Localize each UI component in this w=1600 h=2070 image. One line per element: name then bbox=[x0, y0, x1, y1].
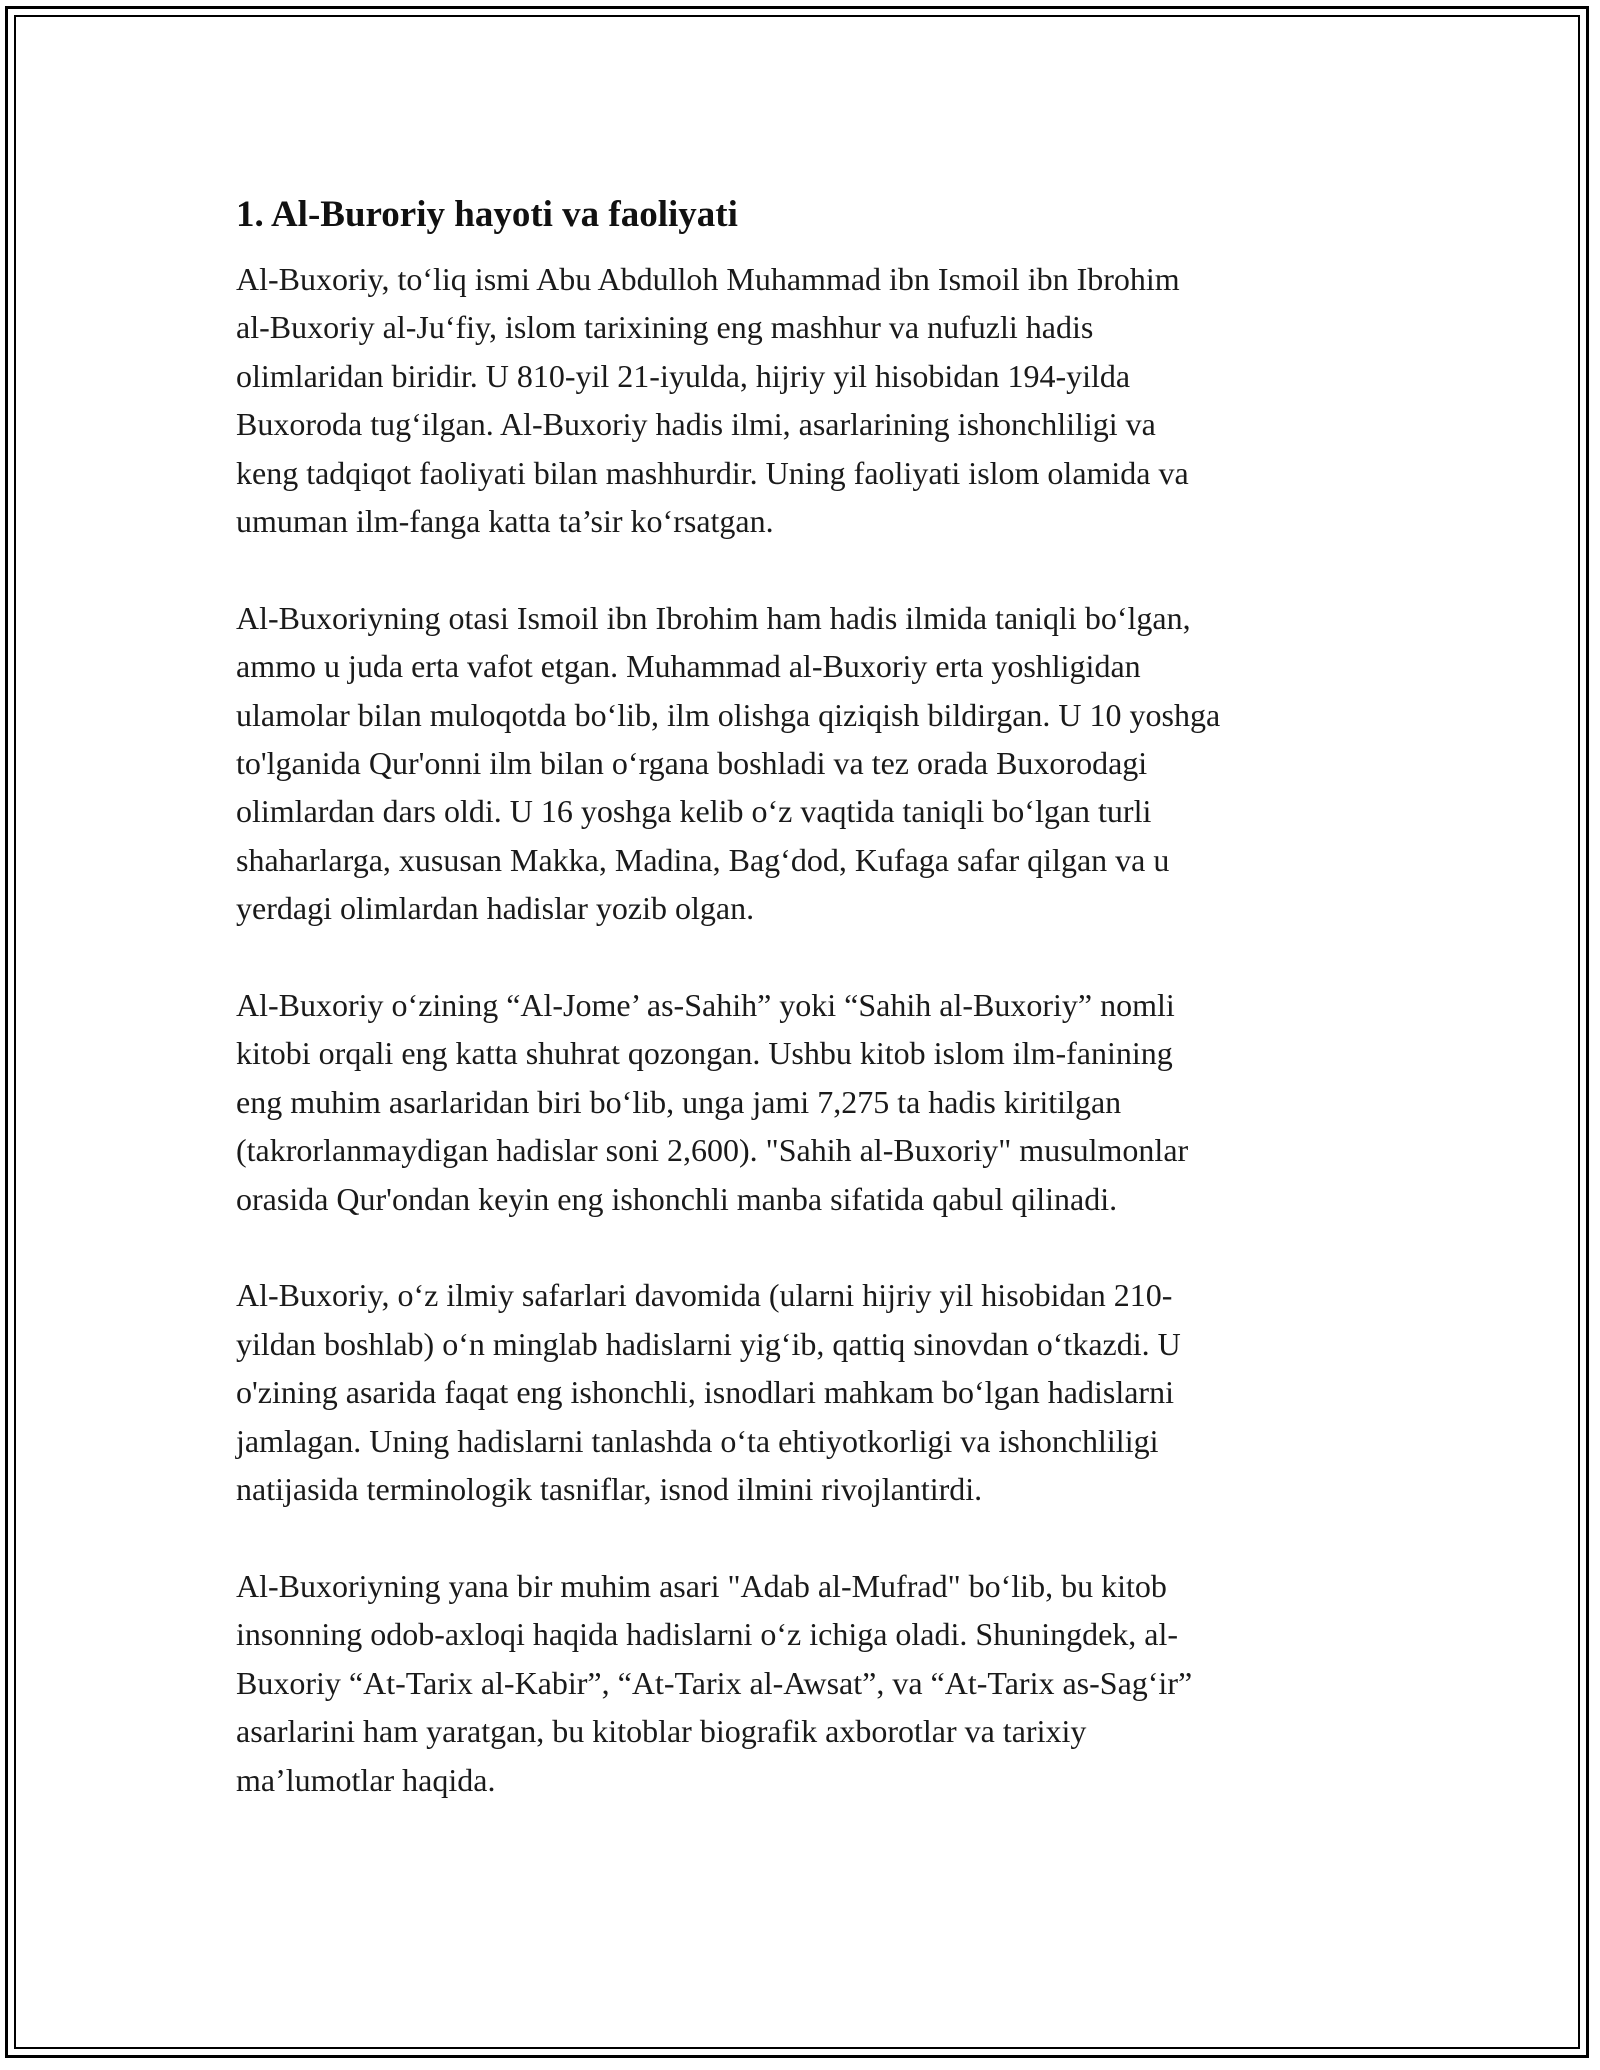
document-content bbox=[236, 183, 1376, 1852]
paragraph-line: shaharlarga, xususan Makka, Madina, Bag‘dod, Kufaga safar qilgan va u bbox=[236, 841, 1170, 878]
paragraph-line: yildan boshlab) o‘n minglab hadislarni yig‘ib, qattiq sinovdan o‘tkazdi. U bbox=[236, 1325, 1181, 1362]
paragraph-line: orasida Qur'ondan keyin eng ishonchli manba sifatida qabul qilinadi. bbox=[236, 1180, 1118, 1217]
paragraph-4 bbox=[236, 1271, 1376, 1513]
paragraph-line: ulamolar bilan muloqotda bo‘lib, ilm olishga qiziqish bildirgan. U 10 yoshga bbox=[236, 696, 1221, 733]
paragraph-line: (takrorlanmaydigan hadislar soni 2,600). "Sahih al-Buxoriy" musulmonlar bbox=[236, 1132, 1189, 1169]
paragraph-line: olimlardan dars oldi. U 16 yoshga kelib o‘z vaqtida taniqli bo‘lgan turli bbox=[236, 793, 1152, 830]
paragraph-line: Al-Buxoriy, o‘z ilmiy safarlari davomida (ularni hijriy yil hisobidan 210- bbox=[236, 1277, 1173, 1314]
paragraph-line: kitobi orqali eng katta shuhrat qozongan. Ushbu kitob islom ilm-fanining bbox=[236, 1035, 1173, 1072]
paragraph-line: olimlaridan biridir. U 810-yil 21-iyulda, hijriy yil hisobidan 194-yilda bbox=[236, 357, 1131, 394]
paragraph-line: ammo u juda erta vafot etgan. Muhammad al-Buxoriy erta yoshligidan bbox=[236, 648, 1141, 685]
paragraph-line: Al-Buxoriy, to‘liq ismi Abu Abdulloh Muhammad ibn Ismoil ibn Ibrohim bbox=[236, 261, 1180, 297]
paragraph-line: umuman ilm-fanga katta ta’sir ko‘rsatgan. bbox=[236, 503, 774, 540]
paragraph-2 bbox=[236, 594, 1376, 933]
paragraph-line: ma’lumotlar haqida. bbox=[236, 1761, 496, 1798]
paragraph-line: Al-Buxoriyning yana bir muhim asari "Adab al-Mufrad" bo‘lib, bu kitob bbox=[236, 1567, 1167, 1604]
paragraph-line: Buxoroda tug‘ilgan. Al-Buxoriy hadis ilmi, asarlarining ishonchliligi va bbox=[236, 406, 1156, 443]
paragraph-1 bbox=[236, 255, 1376, 545]
paragraph-line: Buxoriy “At-Tarix al-Kabir”, “At-Tarix al-Awsat”, va “At-Tarix as-Sag‘ir” bbox=[236, 1664, 1193, 1701]
paragraph-line: yerdagi olimlardan hadislar yozib olgan. bbox=[236, 890, 755, 927]
paragraph-line: natijasida terminologik tasniflar, isnod ilmini rivojlantirdi. bbox=[236, 1471, 983, 1508]
paragraph-line: Al-Buxoriyning otasi Ismoil ibn Ibrohim ham hadis ilmida taniqli bo‘lgan, bbox=[236, 599, 1191, 636]
paragraph-line: eng muhim asarlaridan biri bo‘lib, unga jami 7,275 ta hadis kiritilgan bbox=[236, 1083, 1122, 1120]
paragraph-line: al-Buxoriy al-Ju‘fiy, islom tarixining eng mashhur va nufuzli hadis bbox=[236, 309, 1094, 346]
paragraph-line: Al-Buxoriy o‘zining “Al-Jome’ as-Sahih” yoki “Sahih al-Buxoriy” nomli bbox=[236, 987, 1175, 1024]
paragraph-line: asarlarini ham yaratgan, bu kitoblar biografik axborotlar va tarixiy bbox=[236, 1713, 1087, 1750]
paragraph-line: to'lganida Qur'onni ilm bilan o‘rgana boshladi va tez orada Buxorodagi bbox=[236, 745, 1148, 782]
section-heading: 1. Al-Buroriy hayoti va faoliyati bbox=[236, 194, 738, 235]
paragraph-3 bbox=[236, 981, 1376, 1223]
paragraph-line: jamlagan. Uning hadislarni tanlashda o‘ta ehtiyotkorligi va ishonchliligi bbox=[236, 1422, 1159, 1459]
paragraph-5 bbox=[236, 1562, 1376, 1804]
paragraph-line: keng tadqiqot faoliyati bilan mashhurdir. Uning faoliyati islom olamida va bbox=[236, 454, 1189, 491]
paragraph-line: o'zining asarida faqat eng ishonchli, isnodlari mahkam bo‘lgan hadislarni bbox=[236, 1374, 1174, 1411]
paragraph-line: insonning odob-axloqi haqida hadislarni o‘z ichiga oladi. Shuningdek, al- bbox=[236, 1616, 1179, 1653]
